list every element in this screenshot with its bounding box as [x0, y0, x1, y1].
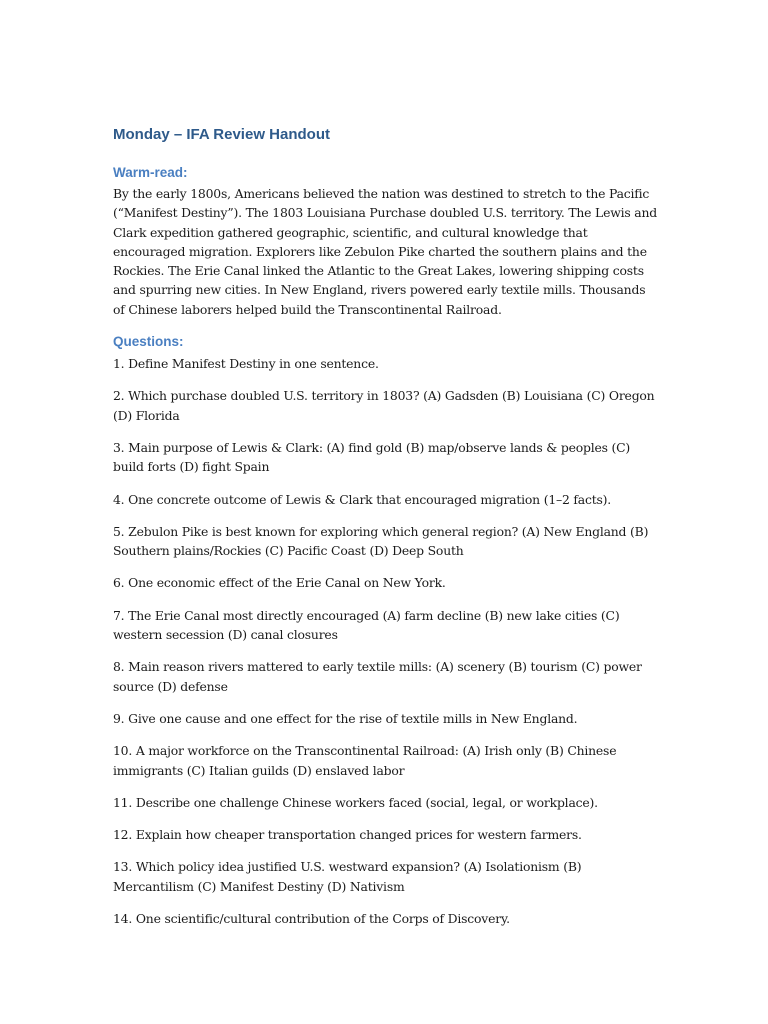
question-item: 12. Explain how cheaper transportation changed prices for western farmers. [113, 827, 582, 843]
document-page [113, 125, 658, 941]
question-item: 8. Main reason rivers mattered to early textile mills: (A) scenery (B) tourism (C) power source (D) defense [113, 659, 642, 694]
question-item: 6. One economic effect of the Erie Canal on New York. [113, 575, 446, 591]
questions-section [113, 333, 658, 928]
question-item: 1. Define Manifest Destiny in one sentence. [113, 356, 379, 372]
question-item: 13. Which policy idea justified U.S. westward expansion? (A) Isolationism (B) Mercantilism (C) Manifest Destiny (D) Nativism [113, 859, 582, 894]
questions-heading: Questions: [113, 334, 184, 350]
document-title: Monday – IFA Review Handout [113, 126, 330, 143]
question-item: 2. Which purchase doubled U.S. territory in 1803? (A) Gadsden (B) Louisiana (C) Oregon (D) Florida [113, 388, 655, 423]
warm-read-section [113, 164, 658, 319]
question-item: 9. Give one cause and one effect for the rise of textile mills in New England. [113, 710, 578, 726]
question-item: 4. One concrete outcome of Lewis & Clark that encouraged migration (1–2 facts). [113, 491, 612, 507]
question-item: 7. The Erie Canal most directly encouraged (A) farm decline (B) new lake cities (C) western secession (D) canal closures [113, 607, 620, 643]
question-item: 14. One scientific/cultural contribution of the Corps of Discovery. [113, 911, 510, 927]
question-item: 3. Main purpose of Lewis & Clark: (A) find gold (B) map/observe lands & peoples (C) build forts (D) fight Spain [113, 439, 631, 475]
question-item: 10. A major workforce on the Transcontinental Railroad: (A) Irish only (B) Chinese immigrants (C) Italian guilds (D) enslaved labor [113, 743, 617, 778]
questions-list [113, 354, 658, 928]
question-item: 11. Describe one challenge Chinese workers faced (social, legal, or workplace). [113, 794, 598, 810]
question-item: 5. Zebulon Pike is best known for exploring which general region? (A) New England (B) Southern plains/Rockies (C) Pacific Coast (D) Deep South [113, 523, 649, 559]
warm-read-paragraph: By the early 1800s, Americans believed the nation was destined to stretch to the Pacific (“Manifest Destiny”). The 1803 Louisiana Purchase doubled U.S. territory. The Lewis and Clark expedition gathered geographic, scientific, and cultural knowledge that encouraged migration. Explorers like Zebulon Pike charted the southern plains and the Rockies. The Erie Canal linked the Atlantic to the Great Lakes, lowering shipping costs and spurring new cities. In New England, rivers powered early textile mills. Thousands of Chinese laborers helped build the Transcontinental Railroad. [113, 186, 657, 317]
warm-read-heading: Warm-read: [113, 165, 188, 180]
